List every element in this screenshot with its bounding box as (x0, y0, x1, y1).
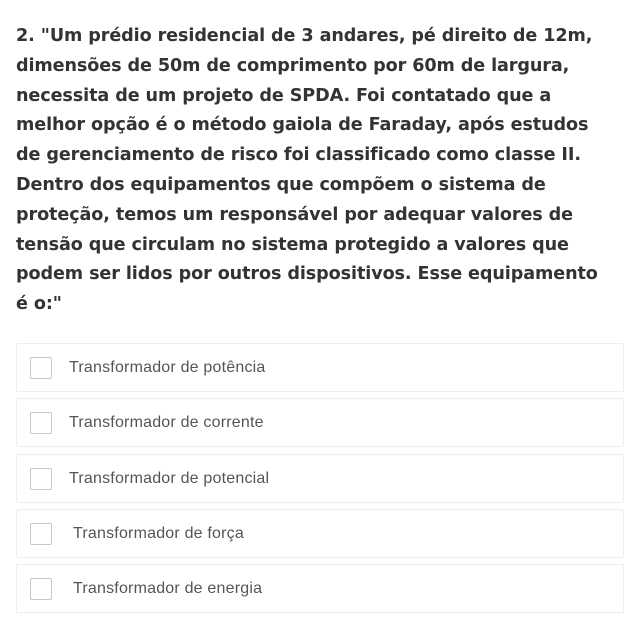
option-potencial[interactable] (16, 454, 624, 503)
question-text: 2. "Um prédio residencial de 3 andares, pé direito de 12m, dimensões de 50m de comprimento por 60m de largura, necessita de um projeto de SPDA. Foi contatado que a melhor opção é o método gaiola de Faraday, após estudos de gerenciamento de risco foi classificado como classe II. Dentro dos equipamentos que compõem o sistema de proteção, temos um responsável por adequar valores de tensão que circulam no sistema protegido a valores que podem ser lidos por outros dispositivos. Esse equipamento é o:" (16, 26, 598, 315)
option-forca[interactable] (16, 509, 624, 558)
checkbox[interactable] (30, 578, 52, 600)
option-label: Transformador de potência (69, 358, 266, 376)
checkbox[interactable] (30, 468, 52, 490)
checkbox[interactable] (30, 412, 52, 434)
option-potencia[interactable] (16, 343, 624, 392)
checkbox[interactable] (30, 523, 52, 545)
checkbox[interactable] (30, 357, 52, 379)
option-energia[interactable] (16, 564, 624, 613)
answer-options (16, 343, 624, 619)
option-label: Transformador de corrente (69, 413, 264, 431)
option-label: Transformador de energia (73, 579, 263, 597)
option-label: Transformador de força (73, 524, 244, 542)
option-label: Transformador de potencial (69, 469, 270, 487)
option-corrente[interactable] (16, 398, 624, 447)
